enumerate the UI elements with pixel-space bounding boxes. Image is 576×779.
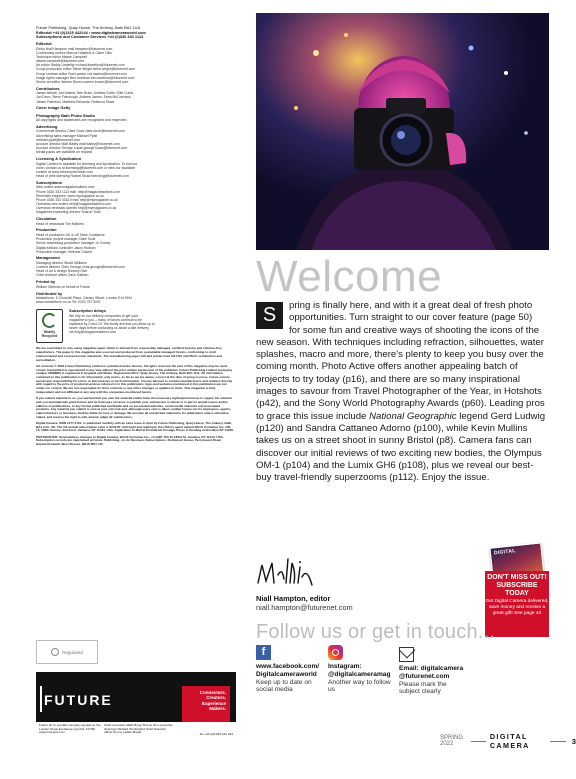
masthead-line: Technique editor Alistair Campbell (36, 55, 88, 59)
masthead-line: Marketforce, 5 Churchill Place, Canary Wharf, London E14 5HU (36, 296, 132, 301)
email-icon (399, 647, 414, 662)
masthead-line: Phone 0330 333 1113 mail: help@magazinesdirect.com (36, 189, 120, 194)
masthead-line: alistair.campbell@futurenet.com (36, 59, 85, 64)
subscription-delays-line: impacted by Covid-19. We kindly ask that you allow up to (69, 321, 155, 326)
future-executives: Chief executive Zillah Byng-Thorne Non-executive chairman Richard Huntingford Chief financial officer Penny Ladkin-Brand (104, 723, 173, 735)
future-tagline-line: Creators. (206, 695, 226, 701)
masthead-address: Future Publishing, Quay House, The Ambury, Bath BA1 1UA (36, 25, 141, 30)
masthead-section (36, 181, 234, 215)
page-title: Welcome (256, 252, 443, 301)
masthead-line: Head of art & design Rodney Dive (36, 269, 88, 274)
masthead-column (36, 26, 234, 449)
facebook-link[interactable]: www.facebook.com/ Digitalcameraworld (256, 663, 320, 678)
facebook-desc: Keep up to date on social media (256, 678, 312, 694)
masthead-line: Art editor Raddy Llewellyn richard.llewellyn@futurenet.com (36, 63, 125, 68)
masthead-section (36, 114, 234, 123)
masthead-line: Group production editor Steve Wright steve.wright@futurenet.com (36, 67, 136, 72)
masthead-line: michael.pyatt@futurenet.com (36, 137, 81, 142)
masthead-line: Phone 0330 333 4333 Email help@mymagazine.co.uk (36, 197, 118, 202)
facebook-icon: f (256, 645, 271, 660)
masthead-line: Production manager Vivienne Calvert (36, 249, 93, 254)
magazine-name: DIGITAL CAMERA (489, 732, 530, 750)
masthead-line: Digital Camera is available for licensing and syndication. To find out (36, 161, 138, 166)
masthead-line: Head of production UK & US Mark Constance (36, 233, 105, 238)
masthead-section (36, 217, 234, 226)
facebook-contact[interactable] (256, 645, 322, 694)
masthead-section-title: Contributors (36, 85, 60, 91)
masthead-section-title: Cover image Getty (36, 105, 71, 111)
masthead-sections (36, 42, 234, 304)
masthead-line: Editor Niall Hampton niall.hampton@futurenet.com (36, 46, 113, 51)
masthead-line: Digital editions controller Jason Hudson (36, 245, 96, 250)
masthead-line: Jon Devo, Steve Fairclough, Andrew James, Sean McCormack, (36, 95, 132, 100)
masthead-line: James Abbott, Jon Adams, Ben Brain, Andrew Collie, Ollie Curtis, (36, 91, 134, 96)
masthead-section-title: Circulation (36, 216, 57, 222)
instagram-icon (328, 645, 343, 660)
masthead-line: www.marketforce.co.uk Tel: 0203 787 9001 (36, 300, 101, 305)
editorial-intro: pring is finally here, and with it a great deal of fresh photo opportunities. Turn straight to our cover feature (page 50) for some fun and creative ways of shooting the icons of the new season. With techniques including refraction, silhouettes, water splashes, macro and more, there's plenty to keep you busy over the coming month. Photo Active offers another appealing batch of projects to try today (p16), and there are so many inspirational images to savour from Travel Photographer of the Year, in Hotshots (p42), and the Sony World Photography Awards (p60). Leading pros to grace this issue include (256, 300, 545, 422)
masthead-section (36, 106, 234, 111)
masthead-line: James Paterson, Matthew Richards, Rebecca Shaw (36, 99, 115, 104)
masthead-line: Advertising sales manager Michael Pyatt (36, 133, 98, 138)
subscription-delays-line: via help@magazinesdirect.com (69, 330, 117, 335)
masthead-line: Managing director Stuart Williams (36, 261, 87, 265)
footer-rule (471, 741, 486, 742)
masthead-section-title: Management (36, 255, 60, 261)
subscription-delays (69, 309, 229, 334)
legal-paragraph: We are committed to only using magazine paper which is derived from responsibly managed, certified forestry and chlorine-free manufacture. The paper in this magazine was sourced and produced from sustainable managed forests, conforming to strict environmental and socioeconomic standards. The manufacturing paper mill and printer hold full FSC and PEFC certification and accreditation. (36, 346, 222, 362)
legal-text (36, 347, 234, 446)
masthead-section-title: Production (36, 227, 57, 233)
editorial-outro: legend Gerd Ludwig (p120) and Sandra Cattaneo Adorno (p100), while Kevin Mullins takes us on a street shoot in sunny Bristol (p8). Camera fans can discover our initial reviews of two exciting new bodies, the Olympus OM-1 (p104) and the Lumix GH6 (p108), plus we reveal our best-buy travel-friendly superzooms (p112). Enjoy the issue. (256, 410, 546, 484)
future-tagline (182, 686, 230, 722)
masthead-line: Head of print licensing Rachel Shaw licensing@futurenet.com (36, 174, 129, 179)
footer-rule (550, 741, 565, 742)
masthead-line: Senior art editor Warren Brown warren.brown@futurenet.com (36, 79, 129, 84)
recycle-icon (42, 313, 57, 328)
masthead-section (36, 157, 234, 178)
masthead-section (36, 228, 234, 253)
masthead-line: Overseas new orders help@magazinesdirect.com (36, 202, 112, 207)
issue-date: SPRING 2022 (440, 735, 464, 747)
masthead-line: All copyrights and trademarks are recognised and respected (36, 118, 127, 123)
regulated-badge (36, 640, 98, 664)
future-company-info: Future plc is a public company quoted on the London Stock Exchange (symbol: FUTR) www.futureplc.com (39, 723, 101, 735)
email-contact[interactable] (399, 645, 469, 696)
masthead-editorial-line: Editorial +44 (0)1225 442244 • www.digitalcameraworld.com (36, 29, 146, 35)
editorial-body (256, 300, 546, 484)
masthead-section-title: Subscriptions (36, 179, 62, 185)
masthead-line: Contributing editors Marcus Hawkins & Claire Gillo (36, 50, 112, 55)
subscription-delays-title: Subscription delays (69, 308, 106, 314)
page-number: 3 (571, 736, 576, 746)
recycle-logo-text: Widely Recycled (41, 330, 58, 339)
masthead-line: Commercial director Clare Dove clare.dove@futurenet.com (36, 129, 125, 134)
future-logo: FUTURE (44, 692, 113, 708)
widely-recycled-logo (36, 309, 63, 343)
masthead-line: Head of newstrade Tim Mathers (36, 221, 85, 226)
masthead-line: Account director Matt Bailey matt.bailey@futurenet.com (36, 141, 120, 146)
legal-paragraph: All contents © 2022 Future Publishing Limited or published under licence. All rights reserved. No part of this magazine may be used, stored, transmitted or reproduced in any way without the prior written permission of the publisher. Future Publishing Limited (company number 2008885) is registered in England and Wales. Registered office: Quay House, The Ambury, Bath BA1 1UA. All information contained in this publication is for information only and is, as far as we are aware, correct at the time of going to press. Future cannot accept any responsibility for errors or inaccuracies in such information. You are advised to contact manufacturers and retailers directly with regard to the price of products/services referred to in this publication. Apps and websites mentioned in this publication are not under our control. We are not responsible for their contents or any other changes or updates to them. This magazine is fully independent and not affiliated in any way with the companies mentioned herein. (36, 363, 233, 394)
masthead-line: Content director Chris George chris.george@futurenet.com (36, 265, 126, 270)
masthead-section (36, 280, 234, 289)
promo-body: Get Digital Camera delivered, save money and receive a great gift! See page 40 (485, 599, 549, 616)
promo-subhead: SUBSCRIBE TODAY (496, 582, 538, 597)
masthead-section (36, 125, 234, 155)
instagram-desc: Another way to follow us (328, 678, 391, 694)
masthead-line: Group reviews editor Rod Lawton rod.lawton@futurenet.com (36, 71, 128, 76)
masthead-section (36, 42, 234, 84)
drop-cap: S (256, 302, 283, 329)
subscription-delays-line: seven days before contacting us about a late delivery (69, 326, 149, 331)
masthead-section-title: Distributed by (36, 290, 63, 296)
regulated-label: Regulated (62, 649, 83, 655)
future-tagline-line: Experience (201, 700, 226, 706)
regulated-icon (51, 648, 59, 656)
email-link[interactable]: Email: digitalcamera @futurenet.com (399, 665, 464, 680)
future-tagline-line: Makers. (209, 706, 226, 712)
legal-paragraph: POSTMASTER: Send address changes to Digital Camera, World Container Inc., c/o BBT 150-15 183rd St, Jamaica, NY 11413, USA. Subscription records are maintained at Future Publishing, c/o Air Business Subscriptions, Rockwood House, Perrymount Road, Haywards Heath, West Sussex, RH16 3DH, UK. (36, 434, 224, 447)
editor-name: Niall Hampton, editor (256, 594, 331, 603)
editor-signature (256, 553, 316, 591)
promo-headline: DON'T MISS OUT! (487, 574, 547, 581)
masthead-line: Magazines marketing director Sharon Todd (36, 210, 101, 215)
future-phone: Tel +44 (0)1225 442 244 (199, 732, 233, 736)
magazine-cover-title: DIGITAL (493, 548, 516, 557)
legal-paragraph: If you submit material to us, you warrant that you own the material and/or have the necessary rights/permissions to supply the material and you automatically grant Future and its licensees a licence to publish your submission in whole or in part in any/all issues and/or editions of publications, in any format published worldwide and on associated websites, social media channels and associated products. Any material you submit is sent at your own risk and, although every care is taken, neither Future nor its employees, agents, subcontractors or licensees shall be liable for loss or damage. We assume all unsolicited material is for publication unless otherwise stated, and reserve the right to edit, amend, adapt all submissions. (36, 396, 232, 419)
follow-heading: Follow us or get in touch... (256, 621, 496, 643)
subscription-delays-line: magazine to you – many of whom continue to be (69, 317, 142, 322)
recycle-block (36, 309, 234, 343)
legal-paragraph: Digital Camera, ISSN 1477-1701, is published monthly with an extra issue in April by Future Publishing, Quay House, The Ambury, Bath, BA1 1UA, UK. The US annual subscription price is $179.87. Airfreight and mailing in the USA by agent named World Container Inc, 150-15, 148th Avenue, 2nd Floor, Jamaica, NY 11434, USA. Application to Mail at Periodicals Postage Prices is Pending at Brooklyn NY 11256. (36, 420, 234, 433)
masthead-section (36, 292, 234, 305)
masthead-line: content at www.futurecontenthub.com (36, 169, 93, 174)
future-box (36, 672, 236, 742)
masthead-line: Senior advertising production manager Jo Crosby (36, 241, 111, 246)
editor-email[interactable]: niall.hampton@futurenet.com (256, 603, 353, 612)
masthead-line: William Gibbons on behalf of Future (36, 284, 90, 289)
masthead-line: more, contact us at licensing@futurenet.com or view our available (36, 165, 135, 170)
masthead-section-title: Photography Bath Photo Studio (36, 112, 96, 118)
email-desc: Please mark the subject clearly (399, 680, 447, 696)
future-tagline-line: Connectors. (199, 690, 226, 695)
masthead-subs-line: Subscriptions and Customer Services +44 (0)330 333 1113 (36, 34, 144, 39)
masthead-section (36, 87, 234, 104)
page-footer (440, 732, 576, 750)
masthead-line: Chief revenue officer Zack Sullivan (36, 273, 89, 278)
masthead-line: Account director George Lucas george.lucas@futurenet.com (36, 146, 128, 151)
editor-photo (256, 13, 549, 250)
masthead-section (36, 256, 234, 277)
masthead-section-title: Advertising (36, 123, 58, 129)
masthead-line: Production project manager Clare Scott (36, 237, 96, 242)
editorial-italic: National Geographic (369, 410, 457, 422)
masthead-line: New orders www.magazinesdirect.com (36, 185, 95, 190)
subscription-delays-line: We rely on our delivery companies to get your (69, 313, 138, 318)
masthead-line: Image rights manager Ben Andrews ben.andrews@futurenet.com (36, 75, 135, 80)
instagram-link[interactable]: Instagram: @digitalcameramag (328, 663, 391, 678)
masthead-line: Overseas renewals queries help@mymagazine.co.uk (36, 206, 117, 211)
masthead-line: Media packs are available on request (36, 150, 93, 155)
instagram-contact[interactable] (328, 645, 394, 694)
masthead-section-title: Printed by (36, 279, 56, 285)
future-footer (36, 722, 236, 742)
masthead-section-title: Editorial (36, 41, 52, 47)
masthead-line: Renewals enquiries: www.mymagazine.co.uk (36, 193, 104, 198)
masthead-section-title: Licensing & Syndication (36, 156, 82, 161)
